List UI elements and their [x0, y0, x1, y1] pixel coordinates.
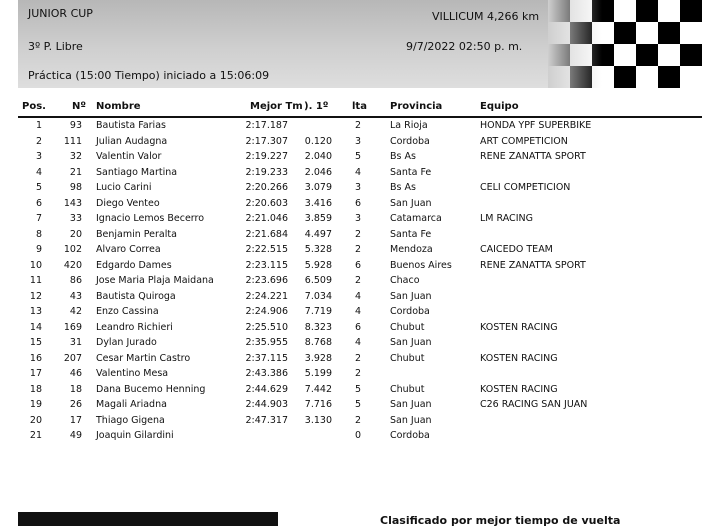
cell-gap: 2.046	[304, 166, 332, 178]
cell-best: 2:19.227	[245, 151, 288, 162]
col-province: Provincia	[390, 101, 443, 112]
cell-province: Santa Fe	[390, 166, 432, 178]
cell-best: 2:17.307	[245, 135, 288, 147]
checkered-flag-logo	[548, 0, 702, 88]
cell-pos: 6	[35, 197, 42, 209]
col-num: Nº	[72, 101, 87, 112]
cell-num: 86	[69, 275, 82, 286]
cell-laps: 4	[354, 290, 362, 302]
cell-num: 18	[69, 383, 82, 395]
cell-province: Buenos Aires	[390, 259, 452, 271]
results-table	[0, 118, 722, 444]
cell-best: 2:35.955	[245, 337, 288, 348]
cell-name: Ignacio Lemos Becerro	[96, 213, 205, 224]
cell-pos: 9	[35, 244, 42, 255]
cell-name: Joaquin Gilardini	[96, 430, 174, 441]
col-laps: lta	[352, 101, 367, 112]
cell-pos: 12	[29, 290, 42, 302]
cell-pos: 19	[29, 399, 42, 410]
table-row	[0, 351, 722, 367]
cell-laps: 2	[354, 275, 362, 286]
cell-pos: 5	[35, 182, 42, 193]
cell-laps: 2	[354, 352, 362, 364]
cell-province: Bs As	[390, 182, 416, 193]
cell-gap: 3.928	[304, 352, 332, 364]
cell-team: ART COMPETICION	[480, 135, 568, 147]
cell-num: 32	[69, 151, 82, 162]
cell-gap: 6.509	[304, 275, 332, 286]
cell-pos: 2	[35, 135, 42, 147]
cell-name: Bautista Farias	[96, 120, 166, 131]
cell-province: San Juan	[390, 399, 432, 410]
table-row	[0, 242, 722, 258]
cell-num: 20	[69, 228, 82, 240]
footer-note: Clasificado por mejor tiempo de vuelta	[380, 514, 621, 527]
cell-laps: 6	[354, 321, 362, 333]
cell-gap: 7.442	[304, 383, 332, 395]
cell-gap: 3.859	[304, 213, 332, 224]
cell-num: 17	[69, 414, 82, 426]
cell-laps: 5	[354, 151, 362, 162]
cell-num: 46	[69, 368, 82, 379]
cell-gap: 3.416	[304, 197, 332, 209]
col-name: Nombre	[96, 101, 141, 112]
cell-gap: 2.040	[304, 151, 332, 162]
cell-name: Diego Venteo	[96, 197, 160, 209]
table-row	[0, 149, 722, 165]
cell-laps: 2	[354, 244, 362, 255]
cell-laps: 5	[354, 399, 362, 410]
cell-pos: 16	[29, 352, 42, 364]
cell-laps: 0	[354, 430, 362, 441]
table-header	[0, 101, 722, 117]
cell-best: 2:24.221	[245, 290, 288, 302]
cell-laps: 3	[354, 182, 362, 193]
session-title: 3º P. Libre	[28, 40, 83, 53]
cell-best: 2:23.115	[245, 259, 288, 271]
cell-gap: 7.719	[304, 306, 332, 317]
table-row	[0, 118, 722, 134]
cell-best: 2:21.046	[245, 213, 288, 224]
table-row	[0, 227, 722, 243]
cell-pos: 21	[29, 430, 42, 441]
cell-province: Cordoba	[390, 306, 430, 317]
table-row	[0, 366, 722, 382]
cell-num: 31	[69, 337, 82, 348]
table-row	[0, 382, 722, 398]
cell-num: 143	[63, 197, 82, 209]
cell-num: 169	[63, 321, 82, 333]
cell-name: Magali Ariadna	[96, 399, 167, 410]
cell-team: HONDA YPF SUPERBIKE	[480, 120, 592, 131]
table-row	[0, 258, 722, 274]
col-team: Equipo	[480, 101, 519, 112]
cell-num: 98	[69, 182, 82, 193]
cell-name: Edgardo Dames	[96, 259, 172, 271]
cell-best: 2:44.629	[245, 383, 288, 395]
cell-pos: 17	[29, 368, 42, 379]
cell-name: Lucio Carini	[96, 182, 152, 193]
cell-num: 111	[63, 135, 82, 147]
cell-name: Jose Maria Plaja Maidana	[96, 275, 214, 286]
event-title: JUNIOR CUP	[28, 7, 93, 20]
cell-name: Cesar Martin Castro	[96, 352, 191, 364]
cell-best: 2:37.115	[245, 352, 288, 364]
cell-pos: 14	[29, 321, 42, 333]
cell-name: Bautista Quiroga	[96, 290, 176, 302]
table-row	[0, 428, 722, 444]
cell-num: 93	[69, 120, 82, 131]
cell-gap: 8.323	[304, 321, 332, 333]
cell-pos: 7	[35, 213, 42, 224]
cell-team: CAICEDO TEAM	[480, 244, 553, 255]
cell-laps: 4	[354, 166, 362, 178]
cell-pos: 1	[35, 120, 42, 131]
cell-name: Santiago Martina	[96, 166, 178, 178]
cell-num: 207	[63, 352, 82, 364]
cell-province: Santa Fe	[390, 228, 432, 240]
cell-team: RENE ZANATTA SPORT	[480, 151, 586, 162]
cell-best: 2:22.515	[245, 244, 288, 255]
cell-laps: 2	[354, 414, 362, 426]
cell-laps: 2	[354, 228, 362, 240]
col-best: Mejor Tm	[250, 101, 303, 112]
cell-name: Alvaro Correa	[96, 244, 161, 255]
cell-name: Dana Bucemo Henning	[96, 383, 206, 395]
cell-province: San Juan	[390, 337, 432, 348]
cell-best: 2:17.187	[245, 120, 288, 131]
cell-gap: 7.034	[304, 290, 332, 302]
cell-laps: 2	[354, 368, 362, 379]
cell-pos: 3	[35, 151, 42, 162]
cell-best: 2:44.903	[245, 399, 288, 410]
cell-name: Thiago Gigena	[96, 414, 165, 426]
col-gap: ). 1º	[304, 101, 329, 112]
cell-name: Enzo Cassina	[96, 306, 159, 317]
cell-num: 102	[63, 244, 82, 255]
cell-pos: 11	[29, 275, 42, 286]
table-row	[0, 180, 722, 196]
cell-num: 21	[69, 166, 82, 178]
cell-best: 2:47.317	[245, 414, 288, 426]
table-row	[0, 289, 722, 305]
cell-province: Bs As	[390, 151, 416, 162]
cell-province: San Juan	[390, 414, 432, 426]
cell-province: Chubut	[390, 352, 425, 364]
cell-province: Mendoza	[390, 244, 433, 255]
table-row	[0, 413, 722, 429]
cell-pos: 8	[35, 228, 42, 240]
cell-gap: 3.130	[304, 414, 332, 426]
cell-gap: 5.928	[304, 259, 332, 271]
cell-province: San Juan	[390, 290, 432, 302]
cell-laps: 4	[354, 337, 362, 348]
cell-province: Chubut	[390, 321, 425, 333]
cell-pos: 15	[29, 337, 42, 348]
cell-pos: 13	[29, 306, 42, 317]
cell-team: CELI COMPETICION	[480, 182, 571, 193]
cell-team: C26 RACING SAN JUAN	[480, 399, 588, 410]
cell-laps: 3	[354, 213, 362, 224]
cell-best: 2:25.510	[245, 321, 288, 333]
cell-province: La Rioja	[390, 120, 428, 131]
cell-gap: 0.120	[304, 135, 332, 147]
cell-team: KOSTEN RACING	[480, 383, 558, 395]
cell-pos: 4	[35, 166, 42, 178]
cell-team: KOSTEN RACING	[480, 352, 558, 364]
results-header	[18, 0, 702, 88]
cell-team: LM RACING	[480, 213, 533, 224]
cell-gap: 7.716	[304, 399, 332, 410]
cell-laps: 2	[354, 120, 362, 131]
table-row	[0, 304, 722, 320]
cell-laps: 3	[354, 135, 362, 147]
cell-best: 2:20.266	[245, 182, 288, 193]
cell-gap: 4.497	[304, 228, 332, 240]
table-row	[0, 165, 722, 181]
cell-laps: 5	[354, 383, 362, 395]
date-time: 9/7/2022 02:50 p. m.	[406, 40, 523, 53]
cell-best: 2:20.603	[245, 197, 288, 209]
cell-best: 2:43.386	[245, 368, 288, 379]
cell-num: 26	[69, 399, 82, 410]
cell-province: Chubut	[390, 383, 425, 395]
cell-num: 42	[69, 306, 82, 317]
cell-name: Julian Audagna	[96, 135, 168, 147]
table-row	[0, 320, 722, 336]
cell-name: Valentin Valor	[96, 151, 162, 162]
table-row	[0, 196, 722, 212]
cell-name: Dylan Jurado	[96, 337, 157, 348]
cell-province: Chaco	[390, 275, 420, 286]
cell-team: RENE ZANATTA SPORT	[480, 259, 586, 271]
footer-bar	[18, 512, 278, 526]
cell-name: Leandro Richieri	[96, 321, 173, 333]
cell-province: Cordoba	[390, 135, 430, 147]
cell-laps: 4	[354, 306, 362, 317]
cell-laps: 6	[354, 259, 362, 271]
cell-best: 2:24.906	[245, 306, 288, 317]
cell-province: Catamarca	[390, 213, 442, 224]
cell-best: 2:19.233	[245, 166, 288, 178]
cell-name: Benjamin Peralta	[96, 228, 177, 240]
cell-pos: 10	[29, 259, 42, 271]
cell-num: 420	[63, 259, 82, 271]
cell-name: Valentino Mesa	[96, 368, 169, 379]
cell-gap: 5.328	[304, 244, 332, 255]
cell-gap: 3.079	[304, 182, 332, 193]
cell-num: 43	[69, 290, 82, 302]
cell-pos: 18	[29, 383, 42, 395]
practice-info: Práctica (15:00 Tiempo) iniciado a 15:06:09	[28, 69, 270, 82]
cell-pos: 20	[29, 414, 42, 426]
cell-num: 33	[69, 213, 82, 224]
cell-best: 2:21.684	[245, 228, 288, 240]
cell-team: KOSTEN RACING	[480, 321, 558, 333]
cell-num: 49	[69, 430, 82, 441]
cell-best: 2:23.696	[245, 275, 288, 286]
track-info: VILLICUM 4,266 km	[432, 10, 540, 23]
cell-province: Cordoba	[390, 430, 430, 441]
cell-gap: 8.768	[304, 337, 332, 348]
cell-province: San Juan	[390, 197, 432, 209]
col-pos: Pos.	[22, 101, 46, 112]
table-row	[0, 397, 722, 413]
table-row	[0, 335, 722, 351]
cell-laps: 6	[354, 197, 362, 209]
table-row	[0, 211, 722, 227]
table-row	[0, 273, 722, 289]
table-row	[0, 134, 722, 150]
cell-gap: 5.199	[304, 368, 332, 379]
